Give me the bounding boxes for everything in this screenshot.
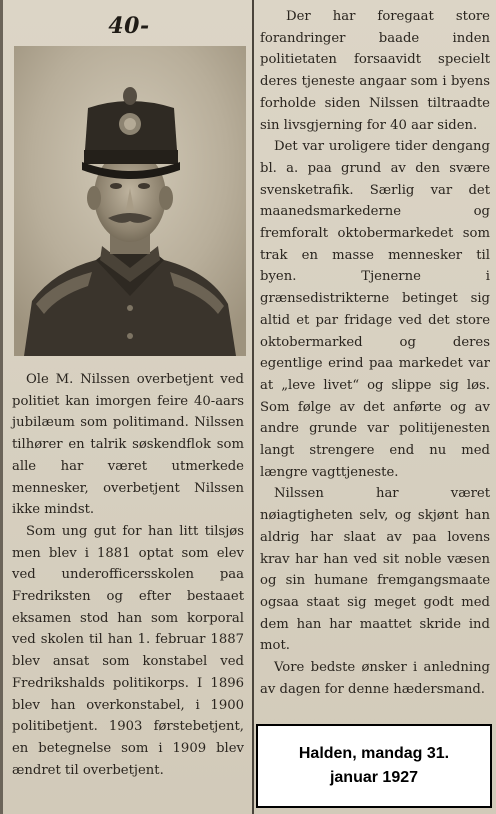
article-paragraph: Nilssen har været nøiagtigheten selv, og skjønt han aldrig har slaat av paa lovens krav har han ved sit noble væsen og sin humane fremgangsmaate ogsaa staat sig meget godt med dem han har maattet skride ind mot. xyxy=(260,486,490,654)
right-article-body xyxy=(260,6,490,701)
article-paragraph: Ole M. Nilssen overbetjent ved politiet kan imorgen feire 40-aars jubilæum som politimand. Nilssen tilhører en talrik søskendflok som alle har været utmerkede mennesker, overbetjent Nilssen ikke mindst. xyxy=(12,372,244,518)
date-caption-box xyxy=(256,724,492,808)
article-paragraph: Som ung gut for han litt tilsjøs men blev i 1881 optat som elev ved underofficersskolen paa Fredriksten og efter bestaaet eksamen stod han som korporal ved skolen til han 1. februar 1887 blev ansat som konstabel ved Fredrikshalds politikorps. I 1896 blev han overkonstabel, i 1900 politibetjent. 1903 førstebetjent, en betegnelse som i 1909 blev ændret til overbetjent. xyxy=(12,523,244,778)
portrait-photo xyxy=(14,46,246,356)
left-article-body xyxy=(12,369,244,781)
date-caption: Halden, mandag 31. januar 1927 xyxy=(298,745,450,786)
column-divider xyxy=(252,0,254,814)
article-paragraph: Det var uroligere tider dengang bl. a. paa grund av den svære svensketrafik. Særlig var det maanedsmarkederne og fremforalt oktobermarkedet som trak en masse mennesker til byen. Tjenerne i grænsedistrikterne betinget sig altid et par fridage ved det store oktobermarked og deres egentlige erind paa markedet var at „leve livet“ og slippe sig løs. Som følge av det anførte og av andre grunde var politijenesten langt strengere end nu med længre vagttjeneste. xyxy=(260,139,490,480)
article-headline: 40- xyxy=(108,13,150,39)
article-paragraph: Vore bedste ønsker i anledning av dagen for denne hædersmand. xyxy=(260,660,490,697)
portrait-illustration xyxy=(14,46,246,356)
article-paragraph: Der har foregaat store forandringer baade inden politietaten forsaavidt specielt deres tjeneste angaar som i byens forholde siden Nilssen tiltraadte sin livsgjerning for 40 aar siden. xyxy=(260,9,490,133)
